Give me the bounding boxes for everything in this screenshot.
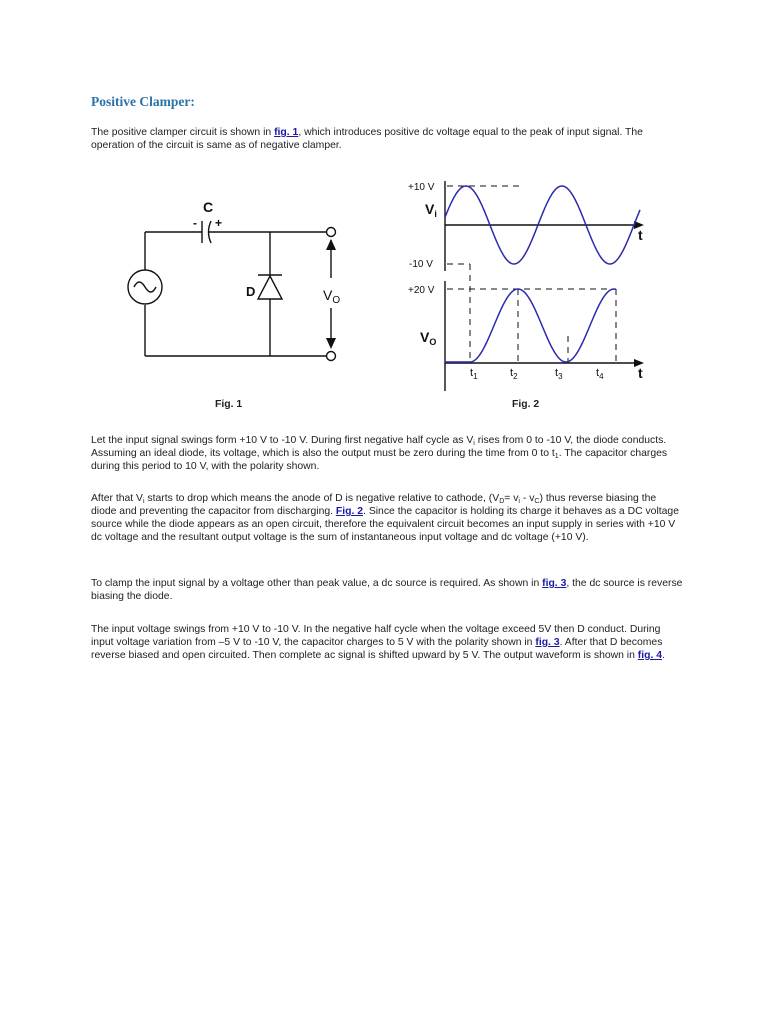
plus10-label: +10 V <box>408 182 435 193</box>
section-title: Positive Clamper: <box>91 94 195 109</box>
vo-label: $V_O$ <box>420 329 437 347</box>
output-terminal-bottom <box>327 352 336 361</box>
vi-t-label: t <box>638 227 643 243</box>
vi-label: $V_i$ <box>425 201 437 219</box>
figure-link[interactable]: fig. 4 <box>637 650 663 661</box>
vo-arrow-down-head <box>326 338 336 349</box>
minus10-label: -10 V <box>409 259 433 270</box>
time-tick-label: $t_2$ <box>510 367 518 381</box>
paragraph-5v-shift: The input voltage swings from +10 V to -10 V. In the negative half cycle when the voltage exceed 5V then D conduct. During input voltage variation from –5 V to -10 V, the capacitor charges to 5 V with the polarity shown in fig. 3. After that D becomes reverse biased and open circuited. Then complete ac signal is shifted upward by 5 V. The output waveform is shown in fig. 4. <box>91 624 665 661</box>
paragraph-intro: The positive clamper circuit is shown in fig. 1, which introduces positive dc voltage equal to the peak of input signal. The operation of the circuit is same as of negative clamper. <box>91 127 643 151</box>
time-tick-label: $t_1$ <box>470 367 478 381</box>
paragraph-negative-half-cycle: Let the input signal swings form +10 V to -10 V. During first negative half cycle as $V_i$ rises from 0 to -10 V, the diode conducts. Assuming an ideal diode, its voltage, which is also the output must be zero during the time from 0 to $t_1$. The capacitor charges during this period to 10 V, with the polarity shown. <box>91 435 668 472</box>
diode-label: D <box>246 284 256 299</box>
subscript: i <box>142 498 145 505</box>
paragraph-reverse-bias: After that $V_i$ starts to drop which means the anode of D is negative relative to cathode, $(V_D= v_i - v_C)$ thus reverse biasing the diode and preventing the capacitor from discharging. Fig. 2. Since the capacitor is holding its charge it behaves as a DC voltage source while the diode appears as an open circuit, therefore the equivalent circuit becomes an input supply in series with +10 V dc voltage and the resultant output voltage is the sum of instantaneous input voltage and dc voltage (+10 V). <box>91 493 679 543</box>
figure-link[interactable]: fig. 1 <box>274 127 299 138</box>
figure-link[interactable]: fig. 3 <box>535 637 560 648</box>
output-terminal-top <box>327 228 336 237</box>
capacitor-plus-label: + <box>215 216 223 230</box>
figure-2-caption: Fig. 2 <box>512 399 540 410</box>
figure-link[interactable]: Fig. 2 <box>335 506 364 517</box>
figure-2-waveforms <box>400 176 660 391</box>
vo-label: $V_O$ <box>323 287 341 306</box>
vo-waveform <box>445 289 616 362</box>
plus20-label: +20 V <box>408 285 435 296</box>
time-tick-label: $t_4$ <box>596 367 604 381</box>
capacitor-label: C <box>203 199 214 215</box>
subscript: C <box>534 498 540 505</box>
paragraph-dc-source: To clamp the input signal by a voltage other than peak value, a dc source is required. As shown in fig. 3, the dc source is reverse biasing the diode. <box>91 578 683 602</box>
diode-triangle <box>258 276 282 299</box>
subscript: i <box>518 498 520 505</box>
figure-1-caption: Fig. 1 <box>215 399 243 410</box>
subscript: D <box>499 498 505 505</box>
figure-1-circuit <box>110 190 350 370</box>
subscript: i <box>473 440 475 447</box>
vo-t-label: t <box>638 365 643 381</box>
figure-link[interactable]: fig. 3 <box>542 578 567 589</box>
capacitor-minus-label: - <box>193 216 197 230</box>
time-tick-label: $t_3$ <box>555 367 563 381</box>
vo-arrow-up-head <box>326 239 336 250</box>
subscript: 1 <box>554 453 559 460</box>
